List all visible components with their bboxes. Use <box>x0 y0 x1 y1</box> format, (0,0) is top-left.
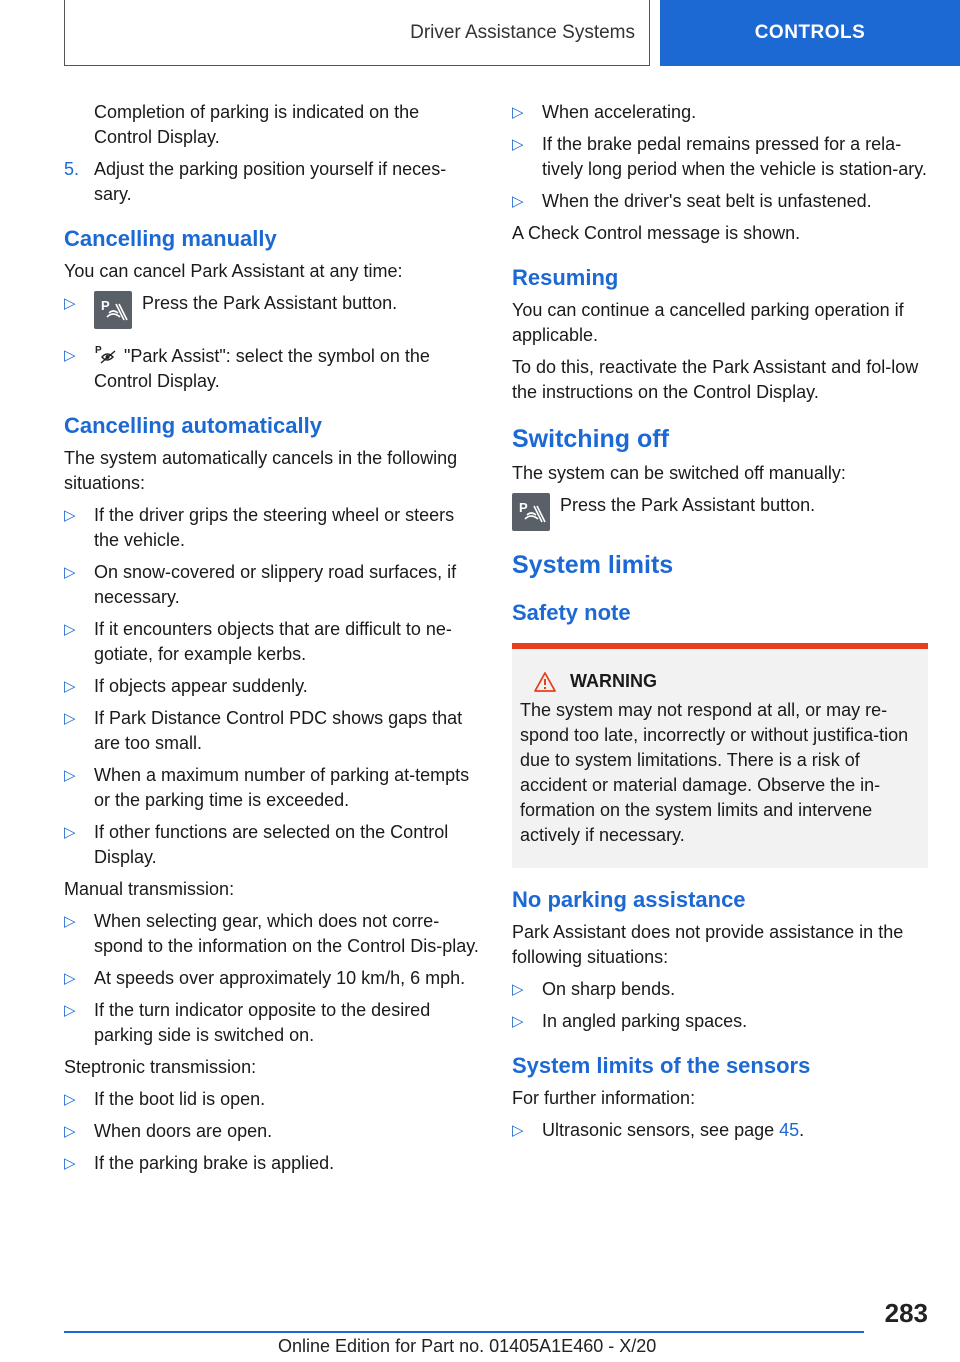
bullet-icon: ▷ <box>64 295 76 312</box>
cancel-auto-text: The system automatically cancels in the following situations: <box>64 448 458 493</box>
bullet-icon: ▷ <box>64 913 76 930</box>
step-text: Adjust the parking position yourself if neces-sary. <box>94 159 447 204</box>
list-item-text: If the turn indicator opposite to the desired parking side is switched on. <box>94 1000 431 1045</box>
park-assist-button-icon <box>94 291 132 329</box>
bullet-icon: ▷ <box>64 678 76 695</box>
list-item-text: If the brake pedal remains pressed for a rela-tively long period when the vehicle is station-ary. <box>542 134 927 179</box>
resuming-text-2: To do this, reactivate the Park Assistant and fol-low the instructions on the Control Display. <box>512 357 919 402</box>
heading-cancelling-manually: Cancelling manually <box>64 226 277 251</box>
bullet-icon: ▷ <box>512 104 524 121</box>
manual-transmission-label: Manual transmission: <box>64 879 235 899</box>
list-item <box>512 1118 928 1143</box>
list-item-text: If it encounters objects that are difficult to ne-gotiate, for example kerbs. <box>94 619 452 664</box>
sensor-limits-list <box>512 1118 928 1143</box>
list-item-text: At speeds over approximately 10 km/h, 6 mph. <box>94 968 466 988</box>
warning-box <box>512 643 928 868</box>
list-item-text: In angled parking spaces. <box>542 1011 748 1031</box>
heading-resuming: Resuming <box>512 265 619 290</box>
list-item <box>512 977 928 1002</box>
header-section-title: Driver Assistance Systems <box>410 21 635 43</box>
list-item-text: If the driver grips the steering wheel or steers the vehicle. <box>94 505 455 550</box>
list-item <box>64 503 482 553</box>
bullet-icon: ▷ <box>64 347 76 364</box>
list-item-text: If the parking brake is applied. <box>94 1153 335 1173</box>
list-item-text: When doors are open. <box>94 1121 273 1141</box>
bullet-icon: ▷ <box>64 1123 76 1140</box>
list-item-text: When a maximum number of parking at-tempts or the parking time is exceeded. <box>94 765 470 810</box>
list-item-text: On snow-covered or slippery road surfaces, if necessary. <box>94 562 457 607</box>
bullet-icon: ▷ <box>64 767 76 784</box>
bullet-icon: ▷ <box>64 1091 76 1108</box>
switching-off-button-text: Press the Park Assistant button. <box>560 495 816 515</box>
list-item-text: If objects appear suddenly. <box>94 676 308 696</box>
bullet-icon: ▷ <box>512 193 524 210</box>
list-item <box>64 706 482 756</box>
list-item-text: If other functions are selected on the Control Display. <box>94 822 449 867</box>
list-item <box>512 189 928 214</box>
list-item <box>512 132 928 182</box>
list-item <box>64 763 482 813</box>
list-item-text: When the driver's seat belt is unfastened. <box>542 191 872 211</box>
list-item-text: On sharp bends. <box>542 979 676 999</box>
check-control-text: A Check Control message is shown. <box>512 223 801 243</box>
list-item <box>512 1009 928 1034</box>
bullet-icon: ▷ <box>512 1122 524 1139</box>
left-column <box>64 100 482 1183</box>
warning-title: WARNING <box>570 671 657 691</box>
bullet-icon: ▷ <box>64 621 76 638</box>
bullet-icon: ▷ <box>512 981 524 998</box>
steptronic-label: Steptronic transmission: <box>64 1057 257 1077</box>
list-item <box>64 998 482 1048</box>
header-tab-label: CONTROLS <box>754 22 866 43</box>
list-item <box>64 1151 482 1176</box>
warning-text: The system may not respond at all, or may re-spond too late, incorrectly or without justifica-tion due to system limitations. There is a risk of accident or material damage. Observe the in-formation on the system limits and intervene actively if necessary. <box>520 700 909 845</box>
park-assist-button-icon <box>512 493 550 531</box>
footer-edition-text: Online Edition for Part no. 01405A1E460 - X/20 <box>278 1336 657 1356</box>
bullet-icon: ▷ <box>512 136 524 153</box>
switching-off-text: The system can be switched off manually: <box>512 463 846 483</box>
list-item <box>512 100 928 125</box>
no-parking-text: Park Assistant does not provide assistance in the following situations: <box>512 922 904 967</box>
bullet-icon: ▷ <box>512 1013 524 1030</box>
no-parking-list <box>512 977 928 1034</box>
cancel-conditions-list <box>512 100 928 214</box>
steptronic-list <box>64 1087 482 1176</box>
header-section <box>64 0 650 66</box>
list-item <box>64 966 482 991</box>
page-number: 283 <box>884 1298 928 1328</box>
warning-triangle-icon <box>534 672 556 692</box>
bullet-icon: ▷ <box>64 710 76 727</box>
footer-divider <box>64 1331 864 1333</box>
list-item <box>64 1087 482 1112</box>
heading-no-parking-assistance: No parking assistance <box>512 887 746 912</box>
warning-title-row <box>520 671 920 692</box>
cancel-auto-list <box>64 503 482 870</box>
step-list <box>64 157 482 207</box>
list-item-suffix: . <box>799 1120 805 1140</box>
page-link[interactable]: 45 <box>779 1120 800 1140</box>
heading-switching-off: Switching off <box>512 425 669 453</box>
list-item-text: "Park Assist": select the symbol on the Control Display. <box>94 346 430 391</box>
list-item <box>64 560 482 610</box>
list-item <box>64 617 482 667</box>
bullet-icon: ▷ <box>64 970 76 987</box>
list-item-text: If the boot lid is open. <box>94 1089 266 1109</box>
list-item <box>64 820 482 870</box>
list-item <box>64 674 482 699</box>
bullet-icon: ▷ <box>64 824 76 841</box>
svg-text:P: P <box>519 500 528 515</box>
heading-safety-note: Safety note <box>512 600 631 625</box>
list-item <box>64 343 482 394</box>
step-number: 5. <box>64 159 80 179</box>
right-column <box>512 100 928 1150</box>
list-item <box>64 909 482 959</box>
list-item-text: Ultrasonic sensors, see page <box>542 1120 780 1140</box>
heading-system-limits: System limits <box>512 551 674 579</box>
header-tab[interactable] <box>660 0 960 66</box>
bullet-icon: ▷ <box>64 564 76 581</box>
park-assist-symbol-icon <box>94 343 118 365</box>
list-item-text: When selecting gear, which does not corre-spond to the information on the Control Dis-play. <box>94 911 479 956</box>
step-5 <box>64 157 482 207</box>
bullet-icon: ▷ <box>64 1002 76 1019</box>
list-item-text: If Park Distance Control PDC shows gaps that are too small. <box>94 708 463 753</box>
cancel-manual-list <box>64 291 482 394</box>
intro-continuation: Completion of parking is indicated on the Control Display. <box>94 102 420 147</box>
resuming-text-1: You can continue a cancelled parking operation if applicable. <box>512 300 904 345</box>
bullet-icon: ▷ <box>64 507 76 524</box>
svg-text:P: P <box>95 345 102 356</box>
list-item <box>64 291 482 329</box>
cancel-manual-text: You can cancel Park Assistant at any time: <box>64 261 403 281</box>
switching-off-button-row <box>512 493 928 531</box>
heading-cancelling-automatically: Cancelling automatically <box>64 413 322 438</box>
list-item-text: Press the Park Assistant button. <box>142 293 398 313</box>
bullet-icon: ▷ <box>64 1155 76 1172</box>
list-item <box>64 1119 482 1144</box>
svg-text:P: P <box>101 298 110 313</box>
manual-transmission-list <box>64 909 482 1048</box>
sensor-limits-text: For further information: <box>512 1088 696 1108</box>
heading-sensor-limits: System limits of the sensors <box>512 1053 811 1078</box>
list-item-text: When accelerating. <box>542 102 697 122</box>
